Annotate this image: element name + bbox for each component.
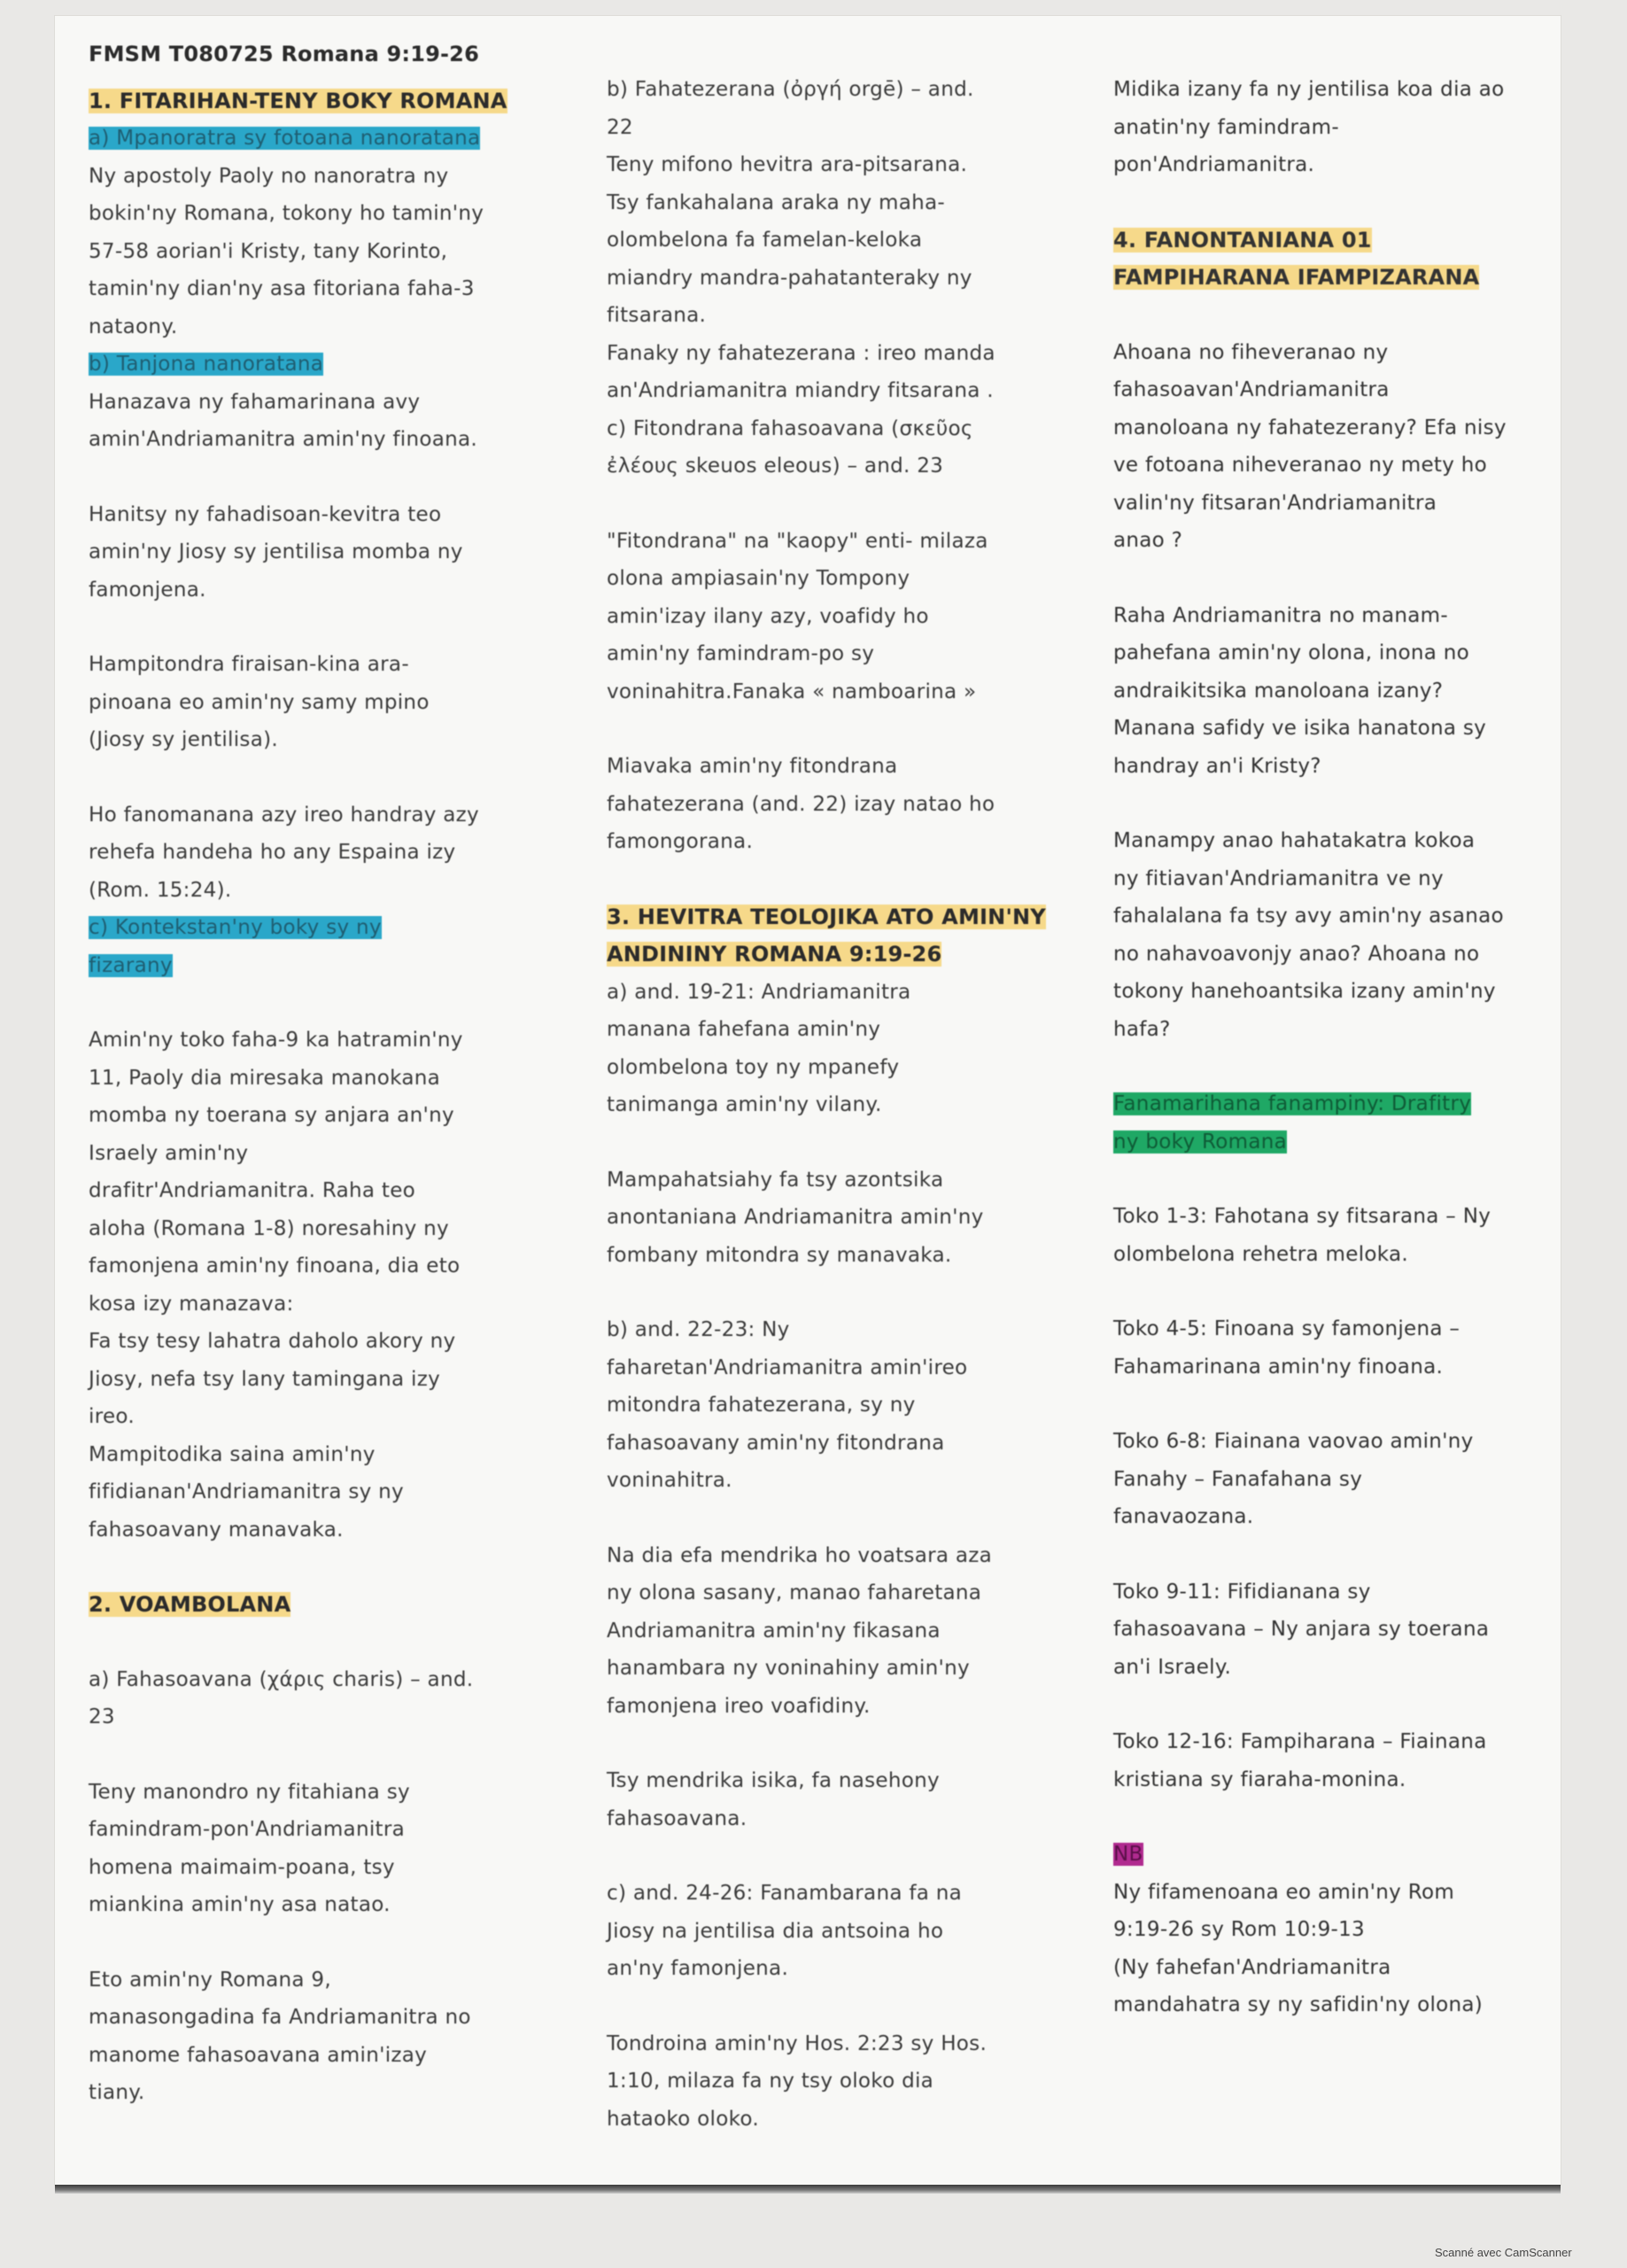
text-line: Ny fifamenoana eo amin'ny Rom — [1113, 1880, 1455, 1904]
text-line: Fa tsy tesy lahatra daholo akory ny — [89, 1330, 456, 1353]
text-line: mandahatra sy ny safidin'ny olona) — [1113, 1993, 1484, 2016]
label-context-a: c) Kontekstan'ny boky sy ny — [89, 916, 382, 939]
text-line: Andriamanitra amin'ny fikasana — [607, 1619, 941, 1643]
para-wrath-term — [607, 71, 1085, 146]
text-line: Jiosy na jentilisa dia antsoina ho — [607, 1919, 944, 1943]
text-line: 57-58 aorian'i Kristy, tany Korinto, — [89, 239, 448, 263]
text-line: manoloana ny fahatezerany? Efa nisy — [1113, 416, 1507, 439]
outline-ch9-11 — [1113, 1573, 1552, 1687]
section-3-title-b: ANDININY ROMANA 9:19-26 — [607, 942, 942, 967]
text-line: nataony. — [89, 315, 178, 338]
text-line: manana fahefana amin'ny — [607, 1018, 881, 1041]
text-line: 22 — [607, 115, 633, 139]
text-line: rehefa handeha ho any Espaina izy — [89, 841, 456, 864]
text-line: famonjena ireo voafidiny. — [607, 1694, 871, 1718]
question-1 — [1113, 334, 1552, 560]
outline-ch12-16 — [1113, 1723, 1552, 1798]
para-context — [89, 1021, 585, 1549]
column-2 — [607, 71, 1085, 2138]
text-line: Fahamarinana amin'ny finoana. — [1113, 1355, 1444, 1379]
para-vessels-wrath — [607, 335, 1085, 485]
para-theology-c2 — [607, 2025, 1085, 2139]
text-line: Hampitondra firaisan-kina ara- — [89, 653, 409, 676]
text-line: pahefana amin'ny olona, inona no — [1113, 641, 1469, 664]
para-purpose-1 — [89, 384, 585, 459]
text-line: Tsy fankahalana araka ny maha- — [607, 190, 945, 214]
text-line: 23 — [89, 1705, 115, 1728]
text-line: b) Fahatezerana (ὀργή orgē) – and. — [607, 78, 974, 101]
question-3 — [1113, 822, 1552, 1048]
text-line: Miavaka amin'ny fitondrana — [607, 755, 898, 778]
text-line: aloha (Romana 1-8) noresahiny ny — [89, 1216, 449, 1240]
text-line: faharetan'Andriamanitra amin'ireo — [607, 1355, 968, 1379]
text-line: manome fahasoavana amin'izay — [89, 2043, 428, 2067]
text-line: valin'ny fitsaran'Andriamanitra — [1113, 491, 1437, 515]
text-line: tiany. — [89, 2081, 145, 2104]
text-line: fanavaozana. — [1113, 1505, 1254, 1528]
nb-text — [1113, 1874, 1552, 2024]
text-line: amin'ny famindram-po sy — [607, 642, 875, 665]
scanned-page — [55, 16, 1561, 2185]
text-line: kosa izy manazava: — [89, 1292, 294, 1316]
section-4-title-a: 4. FANONTANIANA 01 — [1113, 227, 1372, 252]
text-line: Fanaky ny fahatezerana : ireo manda — [607, 341, 996, 365]
text-line: anao ? — [1113, 529, 1183, 552]
text-line: an'Andriamanitra miandry fitsarana . — [607, 379, 994, 402]
text-line: Midika izany fa ny jentilisa koa dia ao — [1113, 78, 1505, 101]
section-1-title: 1. FITARIHAN-TENY BOKY ROMANA — [89, 88, 507, 113]
text-line: Amin'ny toko faha-9 ka hatramin'ny — [89, 1029, 463, 1052]
text-line: Toko 6-8: Fiainana vaovao amin'ny — [1113, 1430, 1474, 1453]
text-line: Fanahy – Fanafahana sy — [1113, 1467, 1363, 1491]
para-theology-a — [607, 974, 1085, 1124]
text-line: (Rom. 15:24). — [89, 878, 232, 902]
column-3 — [1113, 71, 1552, 2024]
para-purpose-4 — [89, 796, 585, 910]
text-line: voninahitra.Fanaka « namboarina » — [607, 680, 977, 703]
scanner-watermark: Scanné avec CamScanner — [1435, 2246, 1572, 2259]
text-line: fahatezerana (and. 22) izay natao ho — [607, 792, 996, 816]
text-line: fitsarana. — [607, 304, 707, 327]
text-line: c) Fitondrana fahasoavana (σκεῦος — [607, 416, 973, 440]
text-line: 11, Paoly dia miresaka manokana — [89, 1066, 441, 1090]
text-line: ireo. — [89, 1405, 135, 1428]
column-1 — [89, 35, 585, 2112]
text-line: Mampahatsiahy fa tsy azontsika — [607, 1168, 944, 1192]
text-line: Hanazava ny fahamarinana avy — [89, 390, 421, 414]
text-line: (Ny fahefan'Andriamanitra — [1113, 1955, 1391, 1979]
text-line: famongorana. — [607, 830, 754, 853]
para-gentiles — [1113, 71, 1552, 184]
text-line: fahasoavany manavaka. — [89, 1518, 344, 1542]
text-line: hanambara ny voninahiny amin'ny — [607, 1657, 970, 1680]
text-line: Na dia efa mendrika ho voatsara aza — [607, 1543, 993, 1567]
outline-ch1-3 — [1113, 1198, 1552, 1273]
text-line: Raha Andriamanitra no manam- — [1113, 603, 1448, 627]
para-vessels-contrast — [607, 748, 1085, 861]
text-line: tamin'ny dian'ny asa fitoriana faha-3 — [89, 277, 475, 300]
text-line: fahasoavana. — [607, 1806, 748, 1830]
note-label-b: ny boky Romana — [1113, 1130, 1287, 1153]
text-line: ny fitiavan'Andriamanitra ve ny — [1113, 866, 1444, 890]
text-line: Mampitodika saina amin'ny — [89, 1442, 376, 1466]
text-line: voninahitra. — [607, 1469, 732, 1492]
text-line: fahasoavan'Andriamanitra — [1113, 378, 1390, 401]
section-4-title-b: FAMPIHARANA IFAMPIZARANA — [1113, 265, 1480, 290]
text-line: hataoko oloko. — [607, 2107, 759, 2131]
text-line: c) and. 24-26: Fanambarana fa na — [607, 1882, 963, 1905]
text-line: fombany mitondra sy manavaka. — [607, 1243, 952, 1267]
text-line: 1:10, milaza fa ny tsy oloko dia — [607, 2070, 934, 2093]
text-line: ἐλέους skeuos eleous) – and. 23 — [607, 454, 944, 478]
text-line: kristiana sy fiaraha-monina. — [1113, 1767, 1406, 1791]
text-line: amin'ny Jiosy sy jentilisa momba ny — [89, 540, 463, 563]
text-line: fahasoavana – Ny anjara sy toerana — [1113, 1618, 1490, 1641]
text-line: 9:19-26 sy Rom 10:9-13 — [1113, 1918, 1365, 1941]
text-line: b) and. 22-23: Ny — [607, 1318, 790, 1341]
text-line: homena maimaim-poana, tsy — [89, 1855, 395, 1879]
text-line: mitondra fahatezerana, sy ny — [607, 1394, 916, 1417]
text-line: manasongadina fa Andriamanitra no — [89, 2006, 471, 2029]
text-line: Teny manondro ny fitahiana sy — [89, 1780, 410, 1804]
text-line: pon'Andriamanitra. — [1113, 153, 1315, 176]
text-line: fifidianan'Andriamanitra sy ny — [89, 1480, 404, 1503]
text-line: Tsy mendrika isika, fa nasehony — [607, 1769, 940, 1792]
text-line: Manana safidy ve isika hanatona sy — [1113, 717, 1487, 740]
para-grace-rom9 — [89, 1961, 585, 2112]
text-line: (Jiosy sy jentilisa). — [89, 728, 278, 751]
document-header: FMSM T080725 Romana 9:19-26 — [89, 42, 479, 66]
para-purpose-3 — [89, 646, 585, 759]
text-line: Ho fanomanana azy ireo handray azy — [89, 803, 479, 827]
text-line: an'ny famonjena. — [607, 1957, 789, 1980]
text-line: olombelona toy ny mpanefy — [607, 1055, 900, 1079]
text-line: drafitr'Andriamanitra. Raha teo — [89, 1179, 416, 1202]
text-line: famonjena. — [89, 578, 206, 602]
text-line: famindram-pon'Andriamanitra — [89, 1818, 405, 1841]
text-line: miandry mandra-pahatanteraky ny — [607, 266, 972, 290]
text-line: Jiosy, nefa tsy lany taminganа izy — [89, 1367, 441, 1391]
label-context-b: fizarany — [89, 953, 173, 977]
text-line: amin'Andriamanitra amin'ny finoana. — [89, 428, 477, 451]
text-line: famonjena amin'ny finoana, dia eto — [89, 1254, 461, 1278]
para-theology-a2 — [607, 1161, 1085, 1275]
text-line: pinoana eo amin'ny samy mpino — [89, 690, 430, 714]
nb-label: NB — [1113, 1843, 1143, 1866]
para-wrath-def — [607, 146, 1085, 335]
text-line: a) and. 19-21: Andriamanitra — [607, 980, 911, 1004]
para-theology-b2 — [607, 1537, 1085, 1726]
para-grace-def — [89, 1774, 585, 1924]
page-bottom-edge — [55, 2185, 1561, 2194]
text-line: fahasoavany amin'ny fitondrana — [607, 1431, 945, 1455]
text-line: amin'izay ilany azy, voafidy ho — [607, 604, 929, 628]
text-line: Toko 12-16: Fampiharana – Fiainana — [1113, 1730, 1487, 1753]
text-line: bokin'ny Romana, tokony ho tamin'ny — [89, 202, 484, 225]
text-line: andraikitsika manoloana izany? — [1113, 679, 1444, 703]
para-theology-b3 — [607, 1762, 1085, 1837]
text-line: hafa? — [1113, 1017, 1171, 1041]
section-2-title: 2. VOAMBOLANA — [89, 1592, 291, 1617]
text-line: momba ny toerana sy anjara an'ny — [89, 1104, 454, 1127]
text-line: ve fotoana niheveranao ny mety ho — [1113, 454, 1488, 477]
para-grace-term — [89, 1661, 585, 1736]
text-line: anatin'ny famindram- — [1113, 115, 1339, 139]
text-line: miankina amin'ny asa natao. — [89, 1893, 391, 1916]
text-line: anontaniana Andriamanitra amin'ny — [607, 1206, 984, 1229]
text-line: Ny apostoly Paoly no nanoratra ny — [89, 164, 449, 188]
text-line: Tondroina amin'ny Hos. 2:23 sy Hos. — [607, 2031, 988, 2055]
text-line: olombelona rehetra meloka. — [1113, 1242, 1408, 1266]
section-3-title-a: 3. HEVITRA TEOLOJIKA ATO AMIN'NY — [607, 904, 1046, 929]
text-line: Toko 4-5: Finoana sy famonjena – — [1113, 1317, 1460, 1340]
outline-ch4-5 — [1113, 1310, 1552, 1386]
text-line: fahalalana fa tsy avy amin'ny asanao — [1113, 905, 1504, 928]
para-theology-c — [607, 1875, 1085, 1988]
text-line: an'i Israely. — [1113, 1655, 1232, 1679]
para-theology-b — [607, 1311, 1085, 1500]
text-line: Hanitsy ny fahadisoan-kevitra teo — [89, 502, 442, 526]
para-vessels-def — [607, 523, 1085, 711]
label-purpose: b) Tanjona nanoratana — [89, 353, 324, 376]
text-line: Ahoana no fiheveranao ny — [1113, 340, 1389, 364]
para-author — [89, 158, 585, 346]
text-line: olona ampiasain'ny Tompony — [607, 567, 910, 590]
text-line: tokony hanehoantsika izany amin'ny — [1113, 980, 1496, 1003]
text-line: no nahavoavonjy anao? Ahoana no — [1113, 942, 1480, 966]
text-line: handray an'i Kristy? — [1113, 754, 1321, 778]
outline-ch6-8 — [1113, 1423, 1552, 1536]
label-author-date: a) Mpanoratra sy fotoana nanoratana — [89, 127, 481, 150]
text-line: olombelona fa famelan-keloka — [607, 229, 923, 252]
para-purpose-2 — [89, 496, 585, 610]
text-line: "Fitondrana" na "kaopy" enti- milaza — [607, 529, 988, 553]
text-line: Toko 1-3: Fahotana sy fitsarana – Ny — [1113, 1205, 1491, 1228]
text-line: ny olona sasany, manao faharetana — [607, 1581, 982, 1604]
note-label-a: Fanamarihana fanampiny: Drafitry — [1113, 1092, 1472, 1115]
question-2 — [1113, 597, 1552, 786]
text-line: Israely amin'ny — [89, 1141, 249, 1165]
text-line: Eto amin'ny Romana 9, — [89, 1968, 331, 1992]
text-line: Toko 9-11: Fifidianana sy — [1113, 1580, 1371, 1604]
text-line: tanimanga amin'ny vilany. — [607, 1093, 882, 1116]
text-line: Teny mifono hevitra ara-pitsarana. — [607, 153, 968, 176]
text-line: Manampy anao hahatakatra kokoa — [1113, 829, 1476, 852]
text-line: a) Fahasoavana (χάρις charis) – and. — [89, 1667, 474, 1691]
